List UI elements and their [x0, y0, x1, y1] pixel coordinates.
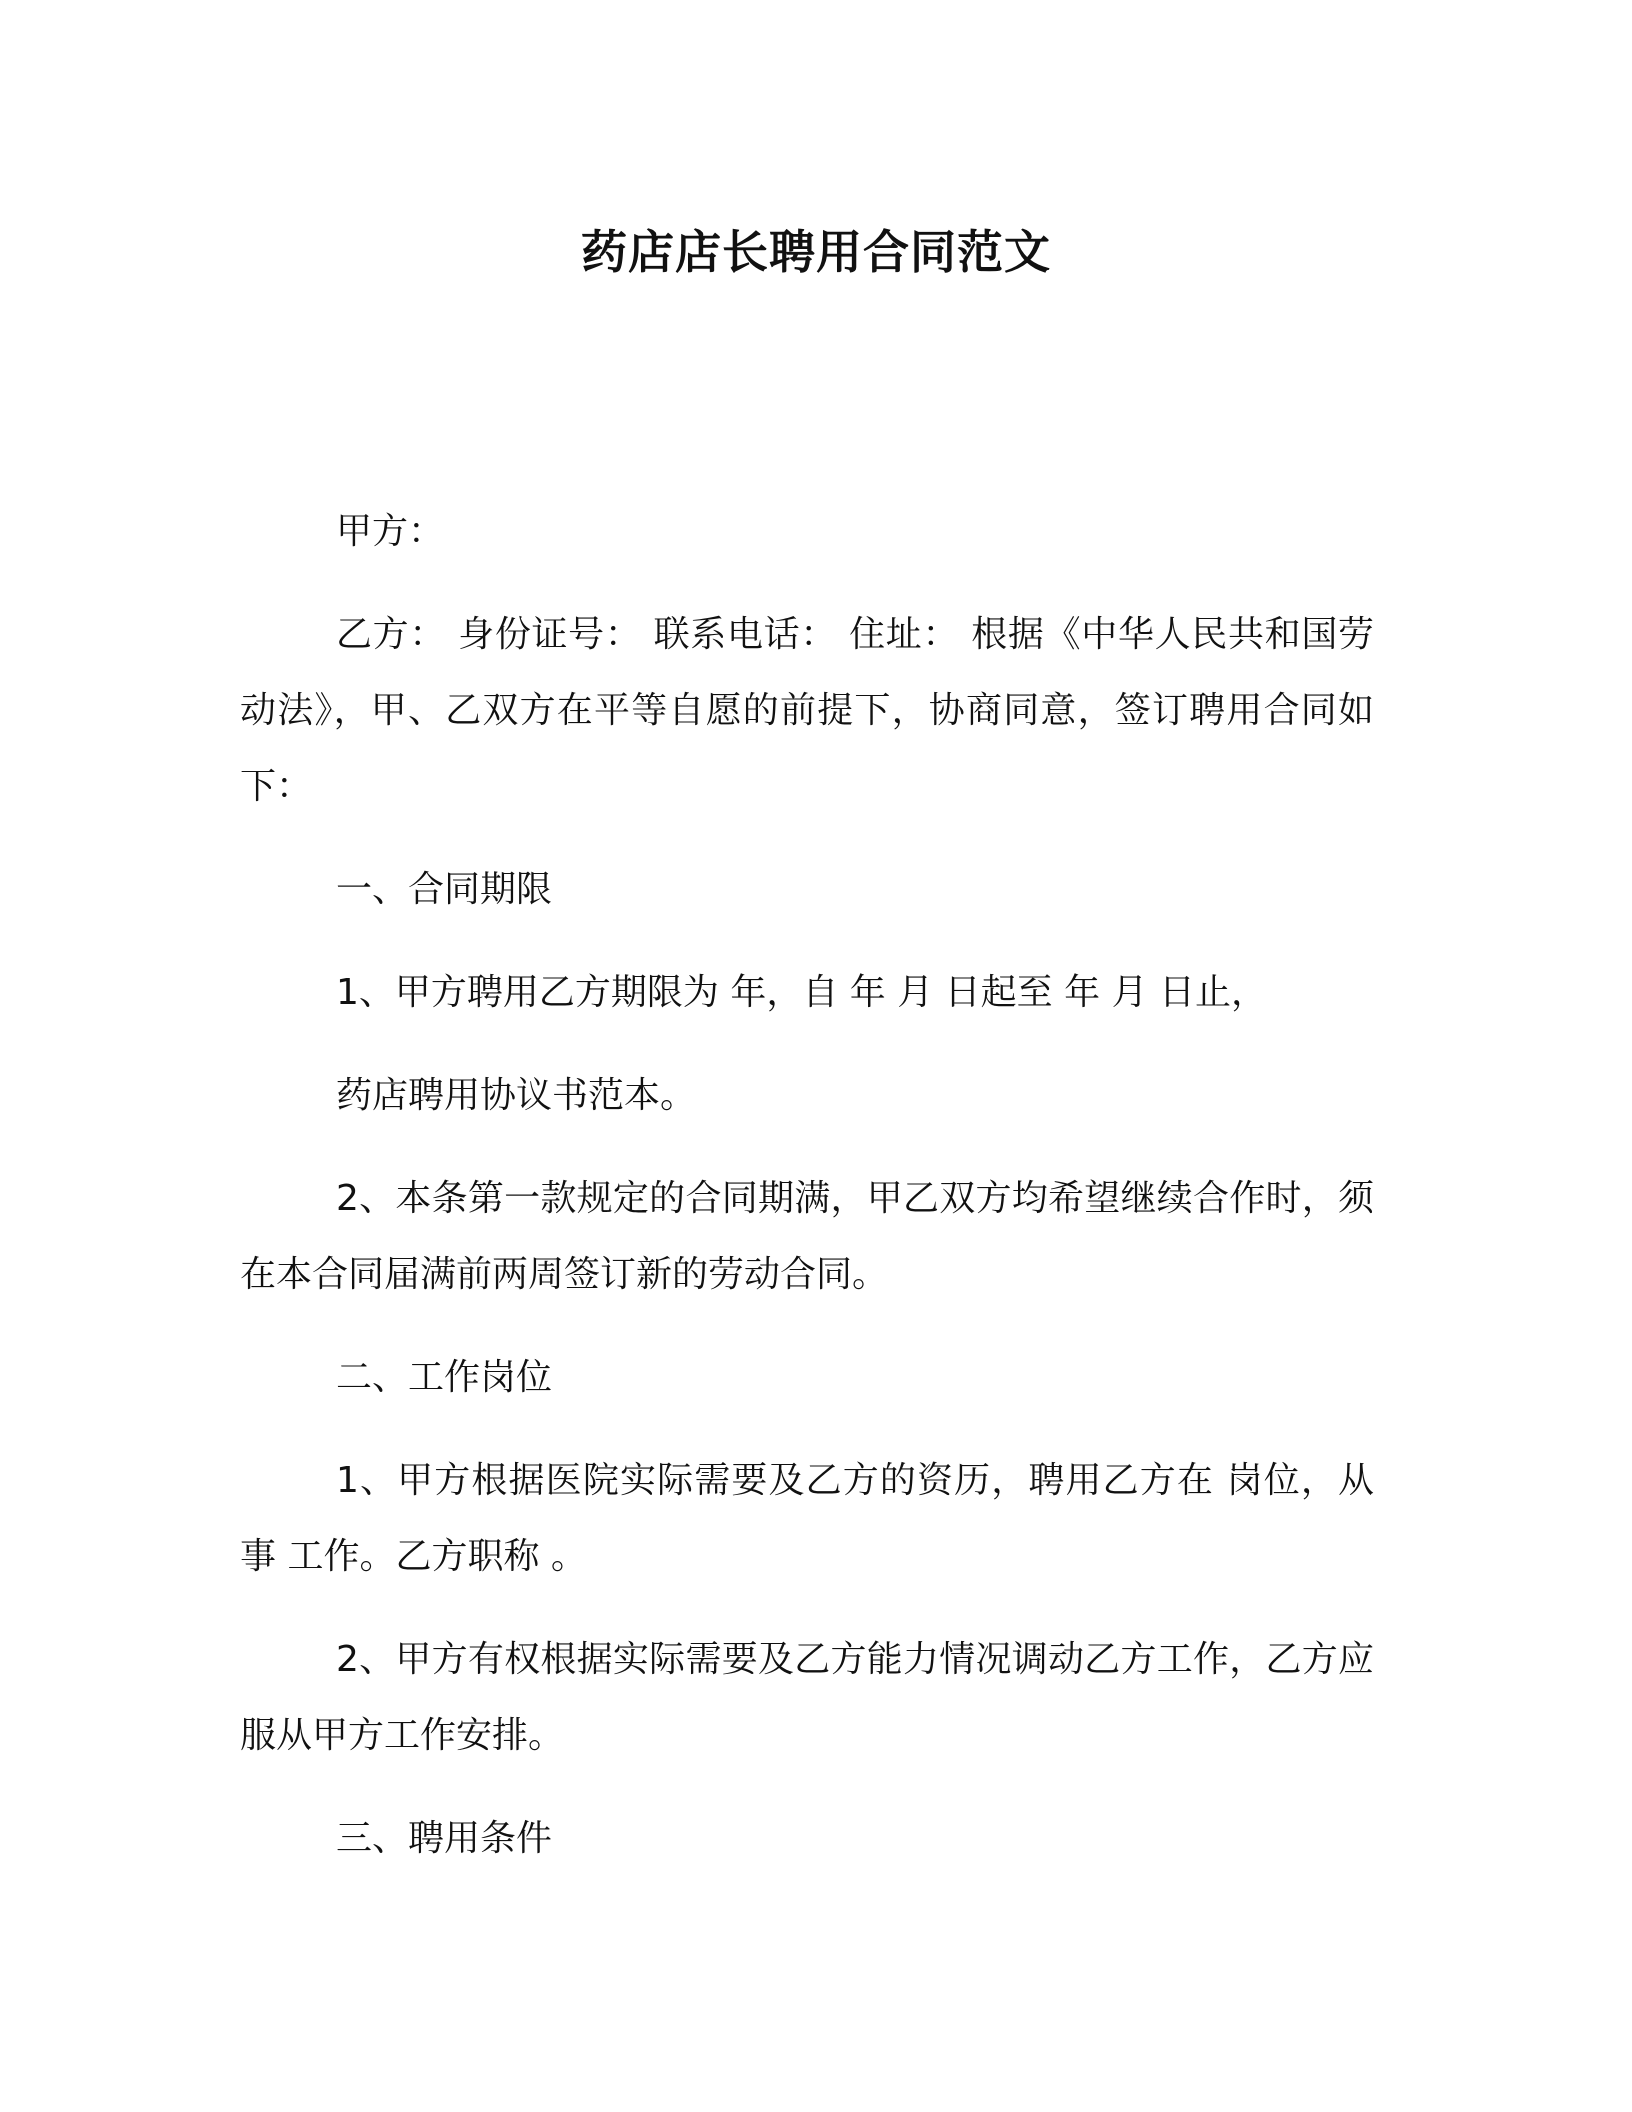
party-a-line: 甲方： [336, 511, 445, 552]
clause-note: 药店聘用协议书范本。 [336, 1075, 697, 1116]
clause-term-2: 2、本条第一款规定的合同期满，甲乙双方均希望继续合作时，须在本合同届满前两周签订新的劳动合同。 [240, 1178, 1374, 1295]
section-heading-contract-term: 一、合同期限 [336, 869, 553, 910]
section-heading-conditions: 三、聘用条件 [336, 1818, 553, 1859]
clause-position-2: 2、甲方有权根据实际需要及乙方能力情况调动乙方工作，乙方应服从甲方工作安排。 [240, 1639, 1374, 1756]
section-heading-position: 二、工作岗位 [336, 1357, 553, 1398]
document-body [240, 494, 1374, 1904]
document-title: 药店店长聘用合同范文 [581, 225, 1051, 279]
clause-position-1: 1、甲方根据医院实际需要及乙方的资历，聘用乙方在 岗位，从事 工作。乙方职称 。 [240, 1460, 1374, 1577]
clause-term-1: 1、甲方聘用乙方期限为 年，自 年 月 日起至 年 月 日止， [336, 972, 1268, 1013]
party-b-paragraph: 乙方： 身份证号： 联系电话： 住址： 根据《中华人民共和国劳动法》，甲、乙双方在平等自愿的前提下，协商同意，签订聘用合同如下： [240, 614, 1374, 807]
